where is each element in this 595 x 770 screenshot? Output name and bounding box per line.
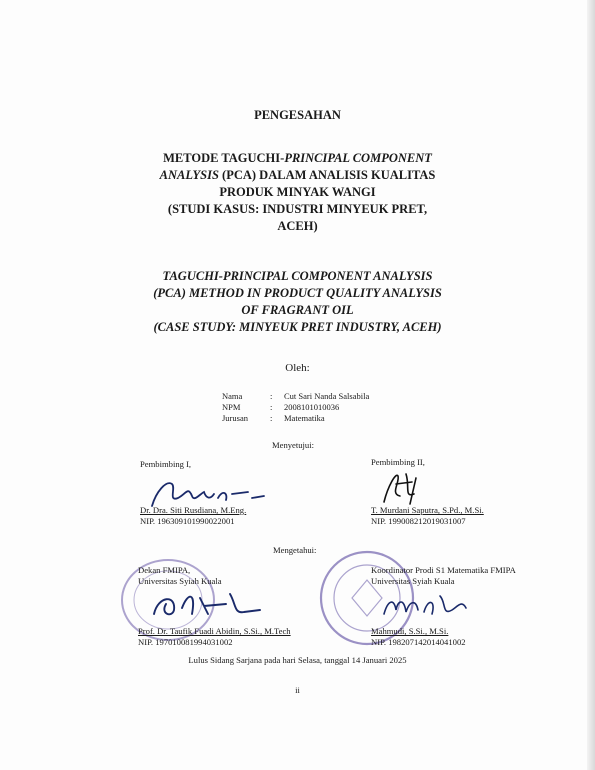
koordinator-role-2: Universitas Syiah Kuala (371, 576, 455, 586)
identity-sep: : (270, 402, 273, 412)
identity-value: Cut Sari Nanda Salsabila (284, 391, 370, 401)
title-en-line4: (CASE STUDY: MINYEUK PRET INDUSTRY, ACEH) (153, 320, 442, 334)
title-id-line2a: ANALYSIS (159, 168, 219, 182)
pembimbing2-name: T. Murdani Saputra, S.Pd., M.Si. (371, 505, 484, 515)
page-heading: PENGESAHAN (254, 108, 341, 122)
title-en-line1: TAGUCHI-PRINCIPAL COMPONENT ANALYSIS (162, 269, 433, 283)
mengetahui-label: Mengetahui: (273, 545, 317, 555)
oleh-label: Oleh: (285, 362, 310, 374)
title-en-line3: OF FRAGRANT OIL (241, 303, 354, 317)
dekan-role-1: Dekan FMIPA, (138, 565, 191, 575)
title-id-line4: (STUDI KASUS: INDUSTRI MINYEUK PRET, (167, 202, 428, 216)
identity-label: Jurusan (222, 413, 248, 423)
identity-row-jurusan (222, 413, 369, 424)
page-number: ii (295, 685, 300, 695)
pembimbing1-nip: NIP. 196309101990022001 (140, 516, 235, 526)
pembimbing1-name: Dr. Dra. Siti Rusdiana, M.Eng. (140, 505, 247, 515)
identity-label: NPM (222, 402, 241, 412)
title-en-line2: (PCA) METHOD IN PRODUCT QUALITY ANALYSIS (153, 286, 442, 300)
pembimbing2-signature (376, 466, 426, 506)
identity-value: Matematika (284, 413, 325, 423)
title-id-line3: PRODUK MINYAK WANGI (219, 185, 376, 199)
identity-row-npm (222, 402, 369, 413)
koordinator-name: Mahmudi, S.Si., M.Si. (371, 626, 449, 636)
identity-sep: : (270, 391, 273, 401)
lulus-statement: Lulus Sidang Sarjana pada hari Selasa, tanggal 14 Januari 2025 (188, 655, 407, 665)
dekan-signature (148, 584, 268, 624)
pembimbing2-nip: NIP. 199008212019031007 (371, 516, 466, 526)
identity-row-nama (222, 391, 369, 402)
koordinator-signature (380, 586, 470, 622)
title-id-line5: ACEH) (277, 219, 318, 233)
title-id-line1b: PRINCIPAL COMPONENT (284, 151, 432, 165)
title-id-line2b: (PCA) DALAM ANALISIS KUALITAS (218, 168, 436, 182)
dekan-name: Prof. Dr. Taufik Fuadi Abidin, S.Si., M.Tech (138, 626, 291, 636)
identity-label: Nama (222, 391, 243, 401)
koordinator-role-1: Koordinator Prodi S1 Matematika FMIPA (371, 565, 516, 575)
identity-sep: : (270, 413, 273, 423)
menyetujui-label: Menyetujui: (272, 440, 315, 450)
dekan-nip: NIP. 197010081994031002 (138, 637, 233, 647)
dekan-role-2: Universitas Syiah Kuala (138, 576, 222, 586)
title-indonesian (0, 150, 595, 235)
koordinator-nip: NIP. 198207142014041002 (371, 637, 466, 647)
pembimbing1-role: Pembimbing I, (140, 459, 192, 469)
title-id-line1a: METODE TAGUCHI- (163, 151, 285, 165)
pembimbing2-role: Pembimbing II, (371, 457, 425, 467)
title-english (0, 268, 595, 336)
identity-value: 2008101010036 (284, 402, 340, 412)
identity-table (222, 391, 369, 424)
